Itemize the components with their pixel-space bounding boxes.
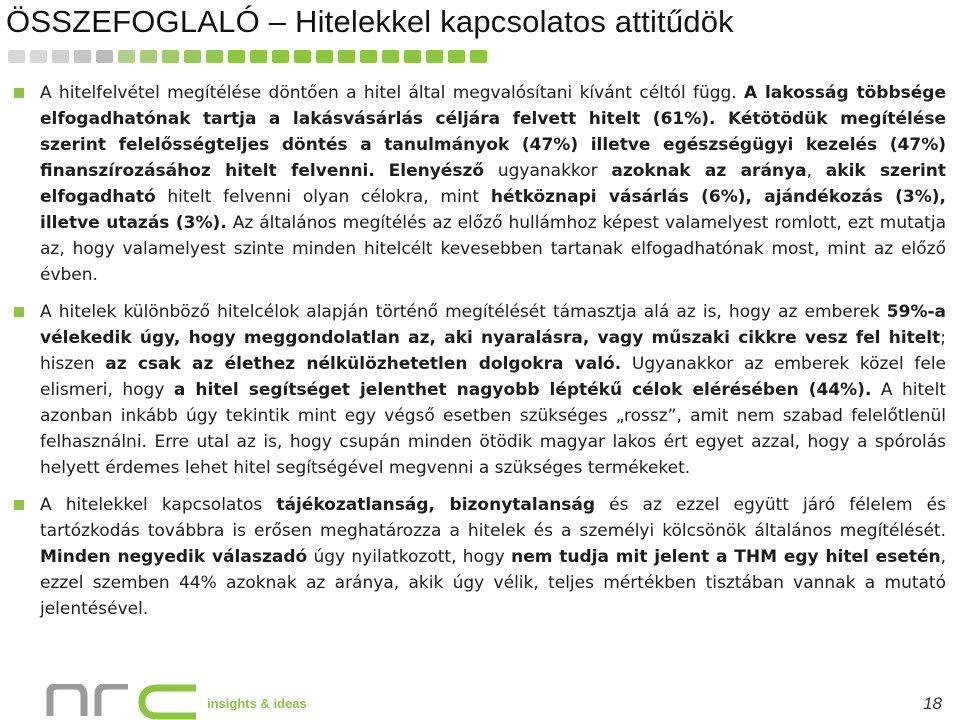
square-bullet-icon bbox=[14, 88, 24, 98]
decoration-square bbox=[360, 50, 377, 63]
decoration-square bbox=[8, 50, 25, 63]
decoration-square bbox=[470, 50, 487, 63]
decoration-square bbox=[162, 50, 179, 63]
decoration-square bbox=[404, 50, 421, 63]
decoration-square bbox=[52, 50, 69, 63]
slide-footer bbox=[0, 680, 960, 720]
decoration-square bbox=[118, 50, 135, 63]
decoration-square bbox=[426, 50, 443, 63]
decoration-square bbox=[30, 50, 47, 63]
square-bullet-icon bbox=[14, 500, 24, 510]
header-decoration-squares bbox=[8, 50, 487, 64]
decoration-square bbox=[382, 50, 399, 63]
decoration-square bbox=[272, 50, 289, 63]
page-title: ÖSSZEFOGLALÓ – Hitelekkel kapcsolatos attitűdök bbox=[6, 4, 734, 39]
decoration-square bbox=[228, 50, 245, 63]
summary-paragraph bbox=[14, 492, 946, 622]
summary-paragraph bbox=[14, 299, 946, 481]
page-number: 18 bbox=[923, 694, 942, 713]
summary-content bbox=[14, 80, 946, 633]
nrc-logo bbox=[46, 684, 206, 720]
decoration-square bbox=[294, 50, 311, 63]
decoration-square bbox=[96, 50, 113, 63]
decoration-square bbox=[316, 50, 333, 63]
decoration-square bbox=[140, 50, 157, 63]
decoration-square bbox=[184, 50, 201, 63]
decoration-square bbox=[448, 50, 465, 63]
decoration-square bbox=[250, 50, 267, 63]
decoration-square bbox=[206, 50, 223, 63]
paragraph-text: A hitelekkel kapcsolatos tájékozatlanság, bizonytalanság és az ezzel együtt járó félelem és tartózkodás továbbra is erősen meghatározza a hitelek és a személyi kölcsönök általános megítélését. Minden negyedik válaszadó úgy nyilatkozott, hogy nem tudja mit jelent a THM egy hitel esetén, ezzel szemben 44% azoknak az aránya, akik úgy vélik, teljes mértékben tisztában vannak a mutató jelentésével. bbox=[40, 495, 947, 619]
square-bullet-icon bbox=[14, 307, 24, 317]
paragraph-text: A hitelek különböző hitelcélok alapján történő megítélését támasztja alá az is, hogy az emberek 59%-a vélekedik úgy, hogy meggondolatlan az, aki nyaralásra, vagy műszaki cikkre vesz fel hitelt; hiszen az csak az élethez nélkülözhetetlen dolgokra való. Ugyanakkor az emberek közel fele elismeri, hogy a hitel segítséget jelenthet nagyobb léptékű célok elérésében (44%). A hitelt azonban inkább úgy tekintik mint egy végső esetben szükséges „rossz”, amit nem szabad felelőtlenül felhasználni. Erre utal az is, hogy csupán minden ötödik magyar lakos ért egyet azzal, hogy a spórolás helyett érdemes lehet hitel segítségével megvenni a szükséges termékeket. bbox=[40, 302, 946, 478]
footer-tagline: insights & ideas bbox=[207, 696, 307, 711]
summary-paragraph bbox=[14, 80, 946, 288]
decoration-square bbox=[74, 50, 91, 63]
decoration-square bbox=[338, 50, 355, 63]
paragraph-text: A hitelfelvétel megítélése döntően a hitel által megvalósítani kívánt céltól függ. A lakosság többsége elfogadhatónak tartja a lakásvásárlás céljára felvett hitelt (61%). Kétötödük megítélése szerint felelősségteljes döntés a tanulmányok (47%) illetve egészségügyi kezelés (47%) finanszírozásához hitelt felvenni. Elenyésző ugyanakkor azoknak az aránya, akik szerint elfogadható hitelt felvenni olyan célokra, mint hétköznapi vásárlás (6%), ajándékozás (3%), illetve utazás (3%). Az általános megítélés az előző hullámhoz képest valamelyest romlott, ezt mutatja az, hogy valamelyest szinte minden hitelcélt kevesebben tartanak elfogadhatónak most, mint az előző évben. bbox=[40, 83, 947, 285]
